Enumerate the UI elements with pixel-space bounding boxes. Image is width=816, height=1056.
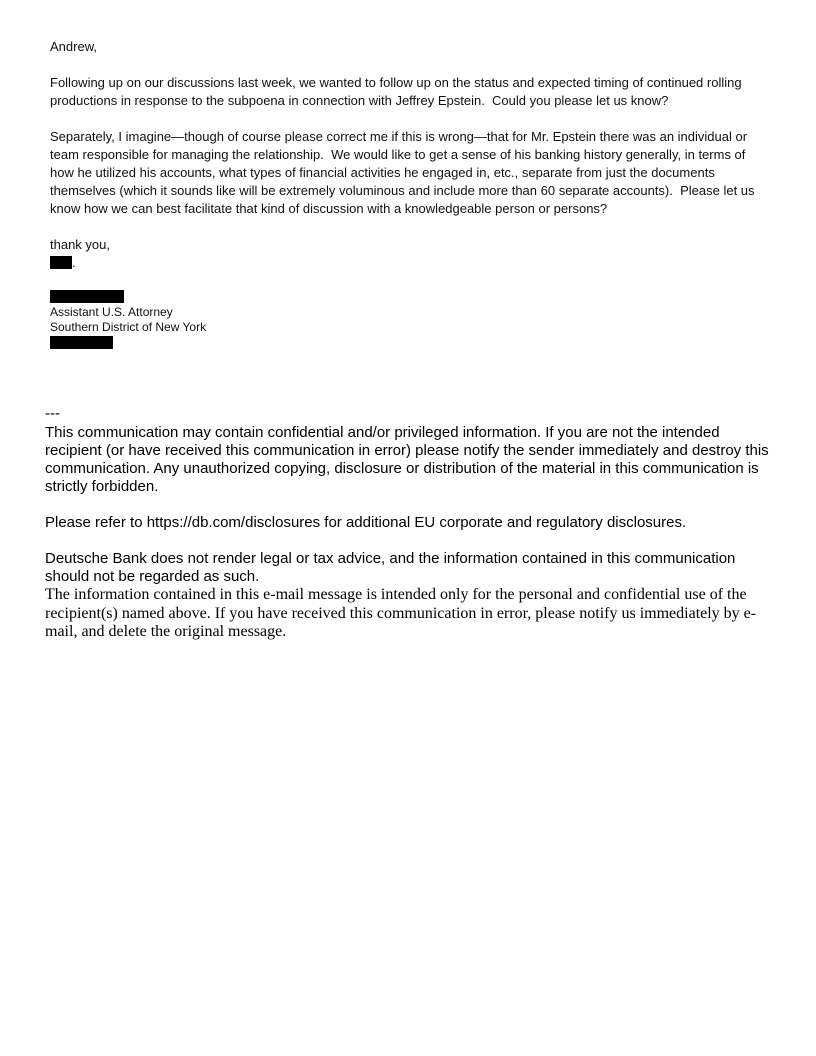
- closing-period: .: [72, 255, 76, 270]
- disclaimer-confidentiality: This communication may contain confidential and/or privileged information. If you are not the intended recipient (or have received this communication in error) please notify the sender immediately and destroy this communication. Any unauthorized copying, disclosure or distribution of the material in this communication is strictly forbidden.: [45, 424, 773, 495]
- redaction-attorney-name: [50, 290, 124, 303]
- redaction-phone-number: [50, 336, 113, 349]
- redaction-sender-name: [50, 256, 72, 269]
- disclaimer-block: [0, 403, 816, 586]
- closing: thank you,: [50, 237, 110, 252]
- disclaimer-legal-advice: Deutsche Bank does not render legal or tax advice, and the information contained in this communication should not be regarded as such.: [45, 550, 740, 585]
- email-body: [0, 0, 816, 272]
- signature-block: [0, 290, 816, 349]
- greeting: Andrew,: [50, 39, 97, 54]
- signature-office: Southern District of New York: [50, 320, 207, 334]
- redacted-sender-line: [50, 254, 765, 272]
- signature-title: Assistant U.S. Attorney: [50, 305, 173, 319]
- recipient-notice: The information contained in this e-mail message is intended only for the personal and confidential use of the recipient(s) named above. If you have received this communication in error, please notify us immediately by e-mail, and delete the original message.: [45, 586, 757, 640]
- recipient-notice-block: [0, 586, 816, 642]
- email-paragraph-1: Following up on our discussions last week, we wanted to follow up on the status and expected timing of continued rolling productions in response to the subpoena in connection with Jeffrey Epstein. Could you please let us know?: [50, 75, 746, 108]
- disclaimer-eu-disclosures: Please refer to https://db.com/disclosures for additional EU corporate and regulatory disclosures.: [45, 514, 687, 531]
- email-paragraph-2: Separately, I imagine—though of course please correct me if this is wrong—that for Mr. Epstein there was an individual or team responsible for managing the relationship. We would like to get a sense of his banking history generally, in terms of how he utilized his accounts, what types of financial activities he engaged in, etc., separate from just the documents themselves (which it sounds like will be extremely voluminous and include more than 60 separate accounts). Please let us know how we can best facilitate that kind of discussion with a knowledgeable person or persons?: [50, 129, 759, 216]
- separator-dashes: ---: [45, 405, 60, 422]
